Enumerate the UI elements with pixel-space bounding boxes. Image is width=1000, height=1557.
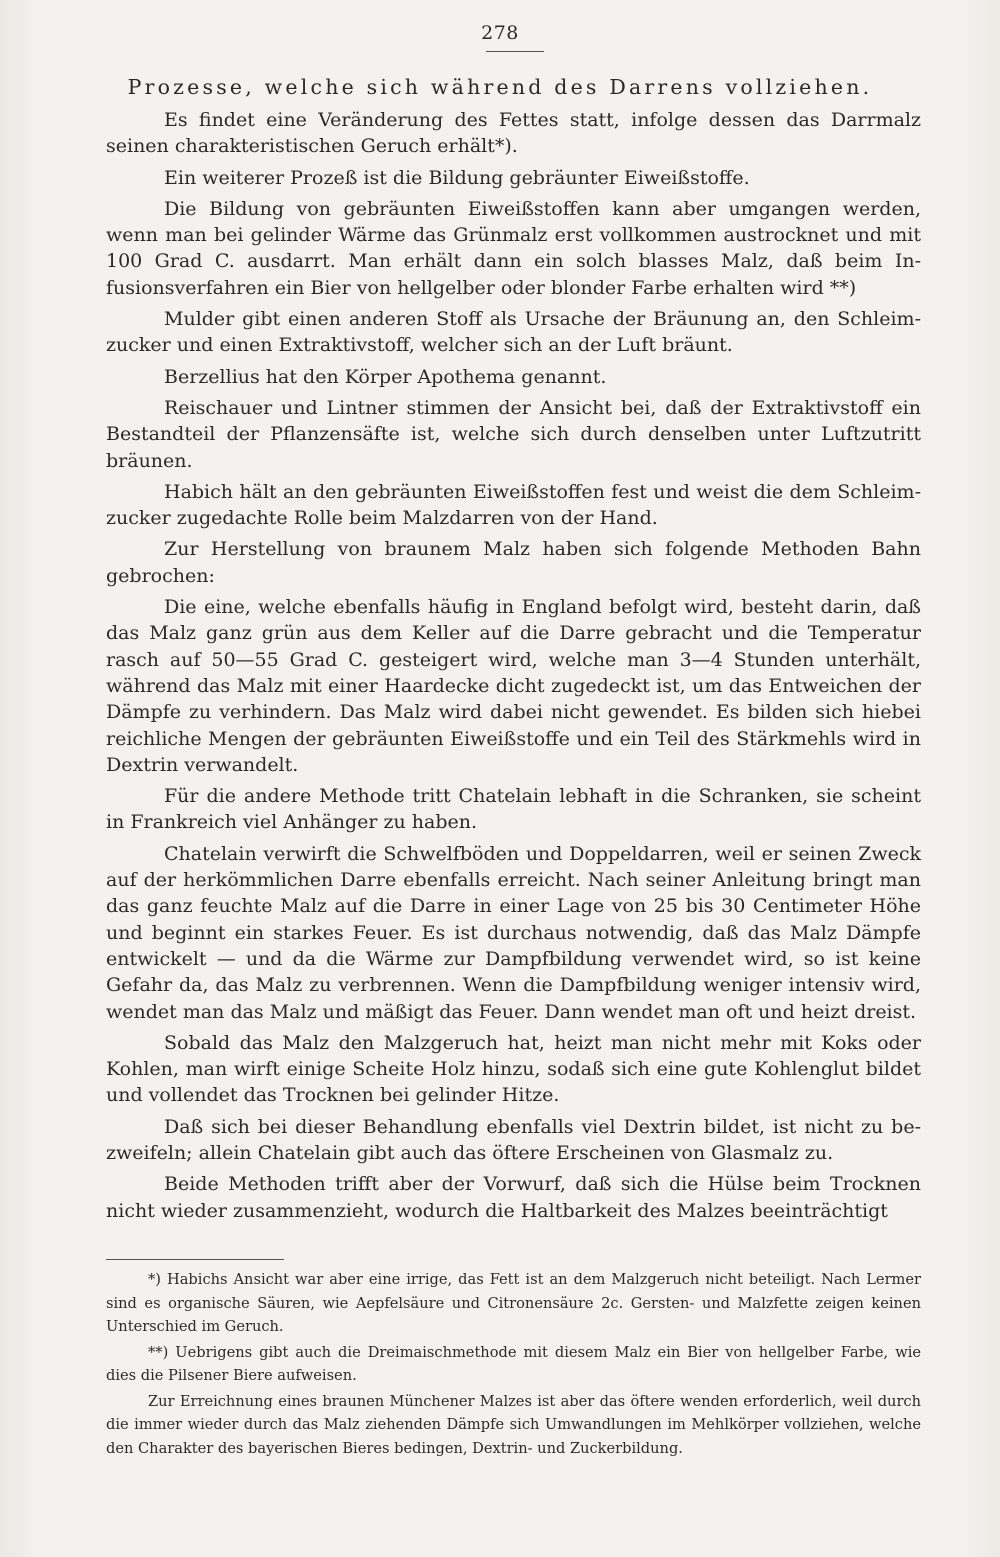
paragraph: Reischauer und Lintner stimmen der Ansicht bei, daß der Extraktivstoff ein Bestandteil der Pflanzensäfte ist, welche sich durch denselben unter Luftzutritt bräunen. [106,396,921,472]
paragraph: Berzellius hat den Körper Apothema genannt. [164,365,607,388]
paragraph: Habich hält an den gebräunten Eiweißstoffen fest und weist die dem Schleimzucker zugedachte Rolle beim Malzdarren von der Hand. [106,480,921,530]
paragraph: Chatelain verwirft die Schwelfböden und Doppeldarren, weil er seinen Zweck auf der herkömmlichen Darre ebenfalls erreicht. Nach seiner Anleitung bringt man das ganz feuchte Malz auf die Darre in einer Lage von 25 bis 30 Centimeter Höhe und beginnt ein starkes Feuer. Es ist durchaus notwendig, daß das Malz Dämpfe entwickelt — und da die Wärme zur Dampfbildung verwendet wird, so ist keine Gefahr da, das Malz zu verbrennen. Wenn die Dampfbildung weniger intensiv wird, wendet man das Malz und mäßigt das Feuer. Dann wendet man oft und heizt dreist. [106,842,921,1023]
footnotes [106,1268,921,1462]
page-number-rule [486,51,544,52]
page-number: 278 [481,22,519,44]
footnote: **) Uebrigens gibt auch die Dreimaischmethode mit diesem Malz ein Bier von hellgelber Farbe, wie dies die Pilsener Biere aufweisen. [106,1343,921,1384]
paragraph: Zur Herstellung von braunem Malz haben sich folgende Methoden Bahn gebrochen: [106,538,921,587]
paragraph: Es findet eine Veränderung des Fettes statt, infolge dessen das Darrmalz seinen charakteristischen Geruch erhält*). [106,109,921,158]
paragraph: Die eine, welche ebenfalls häufig in England befolgt wird, besteht darin, daß das Malz ganz grün aus dem Keller auf die Darre gebracht und die Temperatur rasch auf 50—55 Grad C. gesteigert wird, welche man 3—4 Stunden unterhält, während das Malz mit einer Haardecke dicht zugedeckt ist, um das Entweichen der Dämpfe zu verhindern. Das Malz wird dabei nicht gewendet. Es bilden sich hiebei reichliche Mengen der gebräunten Eiweißstoffe und ein Teil des Stärkmehls wird in Dextrin verwandelt. [106,596,921,776]
paragraph: Beide Methoden trifft aber der Vorwurf, daß sich die Hülse beim Trocknen nicht wieder zusammenzieht, wodurch die Haltbarkeit des Malzes beeinträchtigt [106,1173,921,1222]
footnote: Zur Erreichnung eines braunen Münchener Malzes ist aber das öftere wenden erforderlich, weil durch die immer wieder durch das Malz ziehenden Dämpfe sich Umwandlungen im Mehlkörper vollziehen, welche den Charakter des bayerischen Bieres bedingen, Dextrin- und Zuckerbildung. [106,1392,921,1457]
footnote-rule [106,1259,284,1260]
paragraph: Daß sich bei dieser Behandlung ebenfalls viel Dextrin bildet, ist nicht zu bezweifeln; allein Chatelain gibt auch das öftere Erscheinen von Glasmalz zu. [106,1115,921,1164]
section-heading: Prozesse, welche sich während des Darrens vollziehen. [127,75,873,99]
paragraph: Für die andere Methode tritt Chatelain lebhaft in die Schranken, sie scheint in Frankreich viel Anhänger zu haben. [106,785,921,834]
footnote: *) Habichs Ansicht war aber eine irrige, das Fett ist an dem Malzgeruch nicht beteiligt. Nach Lermer sind es organische Säuren, wie Aepfelsäure und Citronensäure 2c. Gersten- und Malzfette zeigen keinen Unterschied im Geruch. [106,1271,921,1335]
paragraph: Ein weiterer Prozeß ist die Bildung gebräunter Eiweißstoffe. [164,166,750,189]
paragraph: Mulder gibt einen anderen Stoff als Ursache der Bräunung an, den Schleimzucker und einen Extraktivstoff, welcher sich an der Luft bräunt. [106,308,921,357]
body-text [106,107,921,1229]
paragraph: Die Bildung von gebräunten Eiweißstoffen kann aber umgangen werden, wenn man bei gelinder Wärme das Grünmalz erst vollkommen austrocknet und mit 100 Grad C. ausdarrt. Man erhält dann ein solch blasses Malz, daß beim Infusionsverfahren ein Bier von hellgelber oder blonder Farbe erhalten wird **) [106,197,921,299]
paragraph: Sobald das Malz den Malzgeruch hat, heizt man nicht mehr mit Koks oder Kohlen, man wirft einige Scheite Holz hinzu, sodaß sich eine gute Kohlenglut bildet und vollendet das Trocknen bei gelinder Hitze. [106,1031,921,1107]
